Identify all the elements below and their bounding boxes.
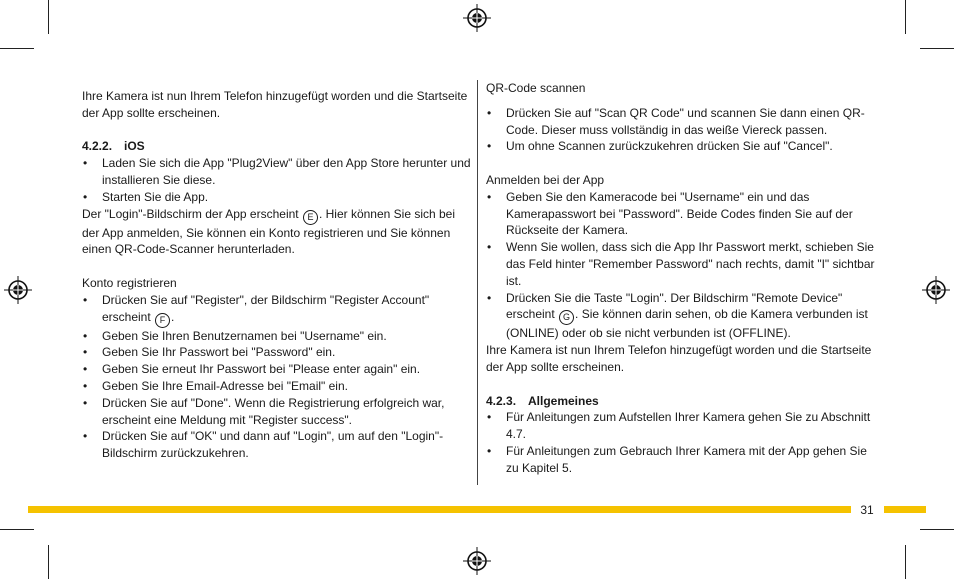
qr-heading: QR-Code scannen: [486, 81, 586, 95]
registration-mark-icon: [921, 275, 951, 305]
registration-mark-icon: [3, 275, 33, 305]
footer-accent-bar: [884, 506, 926, 513]
list-item: • Wenn Sie wollen, dass sich die App Ihr Passwort merkt, schieben Sie das Feld hinter "Remember Password" nach rechts, damit "I" sichtbar ist.: [486, 239, 881, 289]
list-item: • Drücken Sie auf "Register", der Bildschirm "Register Account" erscheint F .: [82, 292, 472, 328]
section-title: Allgemeines: [528, 393, 599, 408]
list-item: • Laden Sie sich die App "Plug2View" über den App Store herunter und installieren Sie diese.: [82, 155, 472, 189]
list-item: • Geben Sie Ihr Passwort bei "Password" ein.: [82, 344, 472, 361]
section-number: 4.2.2.: [82, 139, 113, 154]
footer-accent-bar: [28, 506, 851, 513]
crop-mark: [905, 545, 906, 579]
left-column: [82, 80, 472, 462]
register-heading: Konto registrieren: [82, 275, 177, 290]
qr-steps-list: [486, 105, 881, 155]
login-screen-text: Der "Login"-Bildschirm der App erscheint E . Hier können Sie sich bei der App anmelden, Sie können ein Konto registrieren und Sie können einen QR-Code-Scanner herunterladen.: [82, 206, 456, 257]
list-item: • Drücken Sie auf "Done". Wenn die Registrierung erfolgreich war, erscheint eine Meldung mit "Register success".: [82, 395, 472, 429]
crop-mark: [48, 545, 49, 579]
intro-text: Ihre Kamera ist nun Ihrem Telefon hinzugefügt worden und die Startseite der App sollte erscheinen.: [82, 89, 468, 120]
figure-marker-g: G: [559, 310, 574, 325]
ios-steps-list: [82, 155, 472, 205]
section-number: 4.2.3.: [486, 393, 517, 408]
list-item: • Drücken Sie auf "Scan QR Code" und scannen Sie dann einen QR-Code. Dieser muss vollständig in das weiße Viereck passen.: [486, 105, 881, 139]
list-item: • Geben Sie Ihren Benutzernamen bei "Username" ein.: [82, 328, 472, 345]
list-item: • Geben Sie erneut Ihr Passwort bei "Please enter again" ein.: [82, 361, 472, 378]
page-number: 31: [860, 503, 874, 517]
signin-outro-text: Ihre Kamera ist nun Ihrem Telefon hinzugefügt worden und die Startseite der App sollte erscheinen.: [486, 343, 872, 374]
section-title: iOS: [124, 139, 145, 154]
list-item: • Starten Sie die App.: [82, 189, 472, 206]
registration-mark-icon: [462, 3, 492, 33]
list-item: • Drücken Sie auf "OK" und dann auf "Login", um auf den "Login"-Bildschirm zurückzukehren.: [82, 428, 472, 462]
figure-marker-e: E: [303, 210, 318, 225]
registration-mark-icon: [462, 546, 492, 576]
general-list: [486, 409, 881, 476]
list-item: • Um ohne Scannen zurückzukehren drücken Sie auf "Cancel".: [486, 138, 881, 155]
column-divider: [477, 80, 478, 485]
list-item: • Geben Sie den Kameracode bei "Username" ein und das Kamerapasswort bei "Password". Beide Codes finden Sie auf der Rückseite der Kamera.: [486, 189, 881, 239]
section-heading-general: [486, 393, 881, 410]
signin-steps-list: [486, 189, 881, 342]
list-item: • Drücken Sie die Taste "Login". Der Bildschirm "Remote Device" erscheint G . Sie können darin sehen, ob die Kamera verbunden ist (ONLINE) oder ob sie nicht verbunden ist (OFFLINE).: [486, 290, 881, 343]
crop-mark: [905, 0, 906, 34]
register-steps-list: [82, 292, 472, 462]
list-item: • Für Anleitungen zum Aufstellen Ihrer Kamera gehen Sie zu Abschnitt 4.7.: [486, 409, 881, 443]
right-column: [486, 80, 881, 477]
list-item: • Für Anleitungen zum Gebrauch Ihrer Kamera mit der App gehen Sie zu Kapitel 5.: [486, 443, 881, 477]
signin-heading: Anmelden bei der App: [486, 172, 605, 187]
figure-marker-f: F: [155, 313, 170, 328]
list-item: • Geben Sie Ihre Email-Adresse bei "Email" ein.: [82, 378, 472, 395]
crop-mark: [0, 529, 34, 530]
crop-mark: [920, 529, 954, 530]
crop-mark: [48, 0, 49, 34]
crop-mark: [0, 48, 34, 49]
crop-mark: [920, 48, 954, 49]
section-heading-ios: [82, 138, 472, 155]
